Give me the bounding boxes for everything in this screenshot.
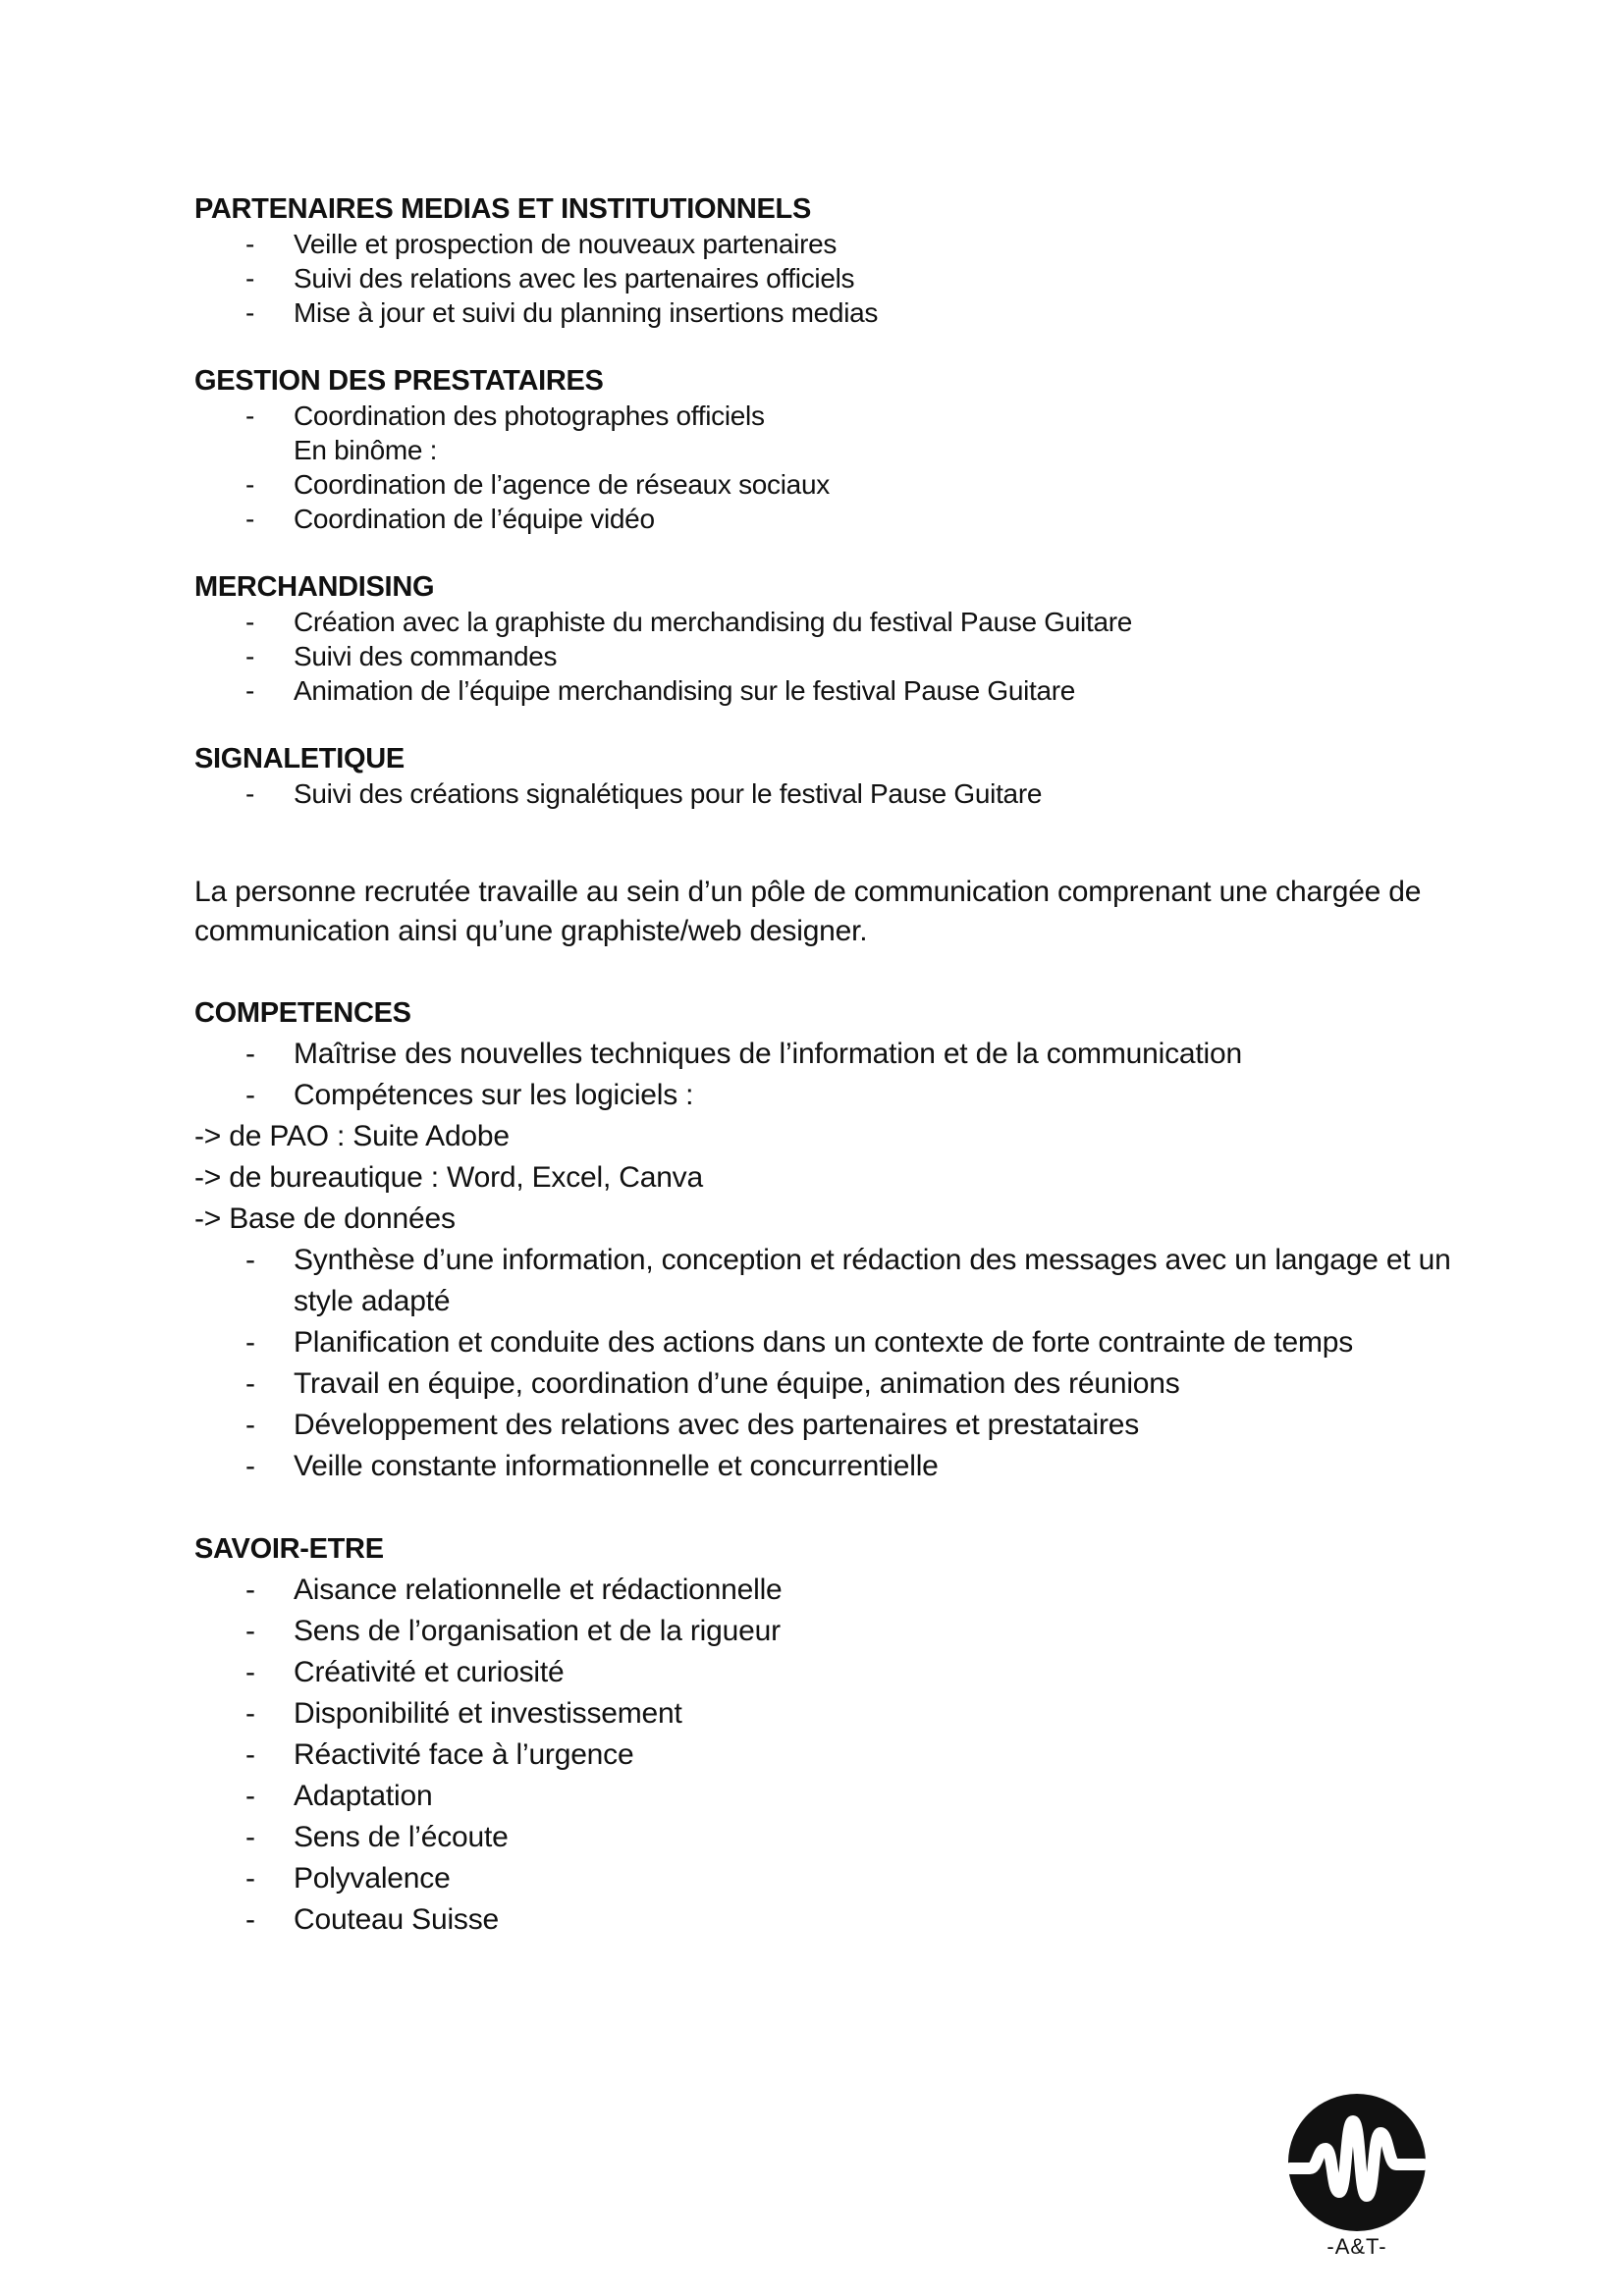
list-item-text: Coordination des photographes officiels — [294, 400, 765, 431]
list-item — [194, 1899, 1471, 1941]
list-dash: - — [245, 469, 255, 500]
bullet-list — [194, 1034, 1471, 1116]
list-item — [194, 1570, 1471, 1611]
list-dash: - — [245, 1038, 255, 1070]
list-item — [194, 1652, 1471, 1693]
list-item — [194, 261, 1471, 295]
spacer — [194, 951, 1471, 992]
skills-sections — [194, 992, 1471, 1941]
list-item-text: Adaptation — [294, 1780, 433, 1812]
bullet-list — [194, 1240, 1471, 1487]
partner-sections — [194, 192, 1471, 811]
list-item-text: Veille et prospection de nouveaux partenaires — [294, 229, 838, 259]
spacer — [194, 330, 1471, 364]
list-dash: - — [245, 1244, 255, 1276]
list-dash: - — [245, 263, 255, 294]
list-item — [194, 776, 1471, 811]
list-item — [194, 1034, 1471, 1075]
list-dash: - — [245, 1079, 255, 1111]
list-dash: - — [245, 1574, 255, 1606]
list-item-text: Polyvalence — [294, 1862, 451, 1895]
list-item — [194, 467, 1471, 502]
list-item-text: Suivi des commandes — [294, 641, 558, 671]
list-item — [194, 295, 1471, 330]
list-item-text: En binôme : — [294, 435, 438, 465]
list-item — [194, 1322, 1471, 1363]
software-line: -> de bureautique : Word, Excel, Canva — [194, 1161, 703, 1194]
spacer — [194, 1487, 1471, 1528]
list-dash: - — [245, 778, 255, 809]
list-item — [194, 1446, 1471, 1487]
list-item — [194, 502, 1471, 536]
list-item-text: Sens de l’organisation et de la rigueur — [294, 1615, 781, 1647]
section-prestataires — [194, 364, 1471, 536]
waveform-logo-icon — [1288, 2094, 1426, 2231]
list-item-text: Veille constante informationnelle et concurrentielle — [294, 1450, 939, 1482]
list-item — [194, 1735, 1471, 1776]
list-item-text: Suivi des relations avec les partenaires officiels — [294, 263, 855, 294]
list-item-text: Coordination de l’équipe vidéo — [294, 504, 655, 534]
section-heading: GESTION DES PRESTATAIRES — [194, 365, 604, 397]
list-item-text: Maîtrise des nouvelles techniques de l’information et de la communication — [294, 1038, 1242, 1070]
section-savoir-etre — [194, 1528, 1471, 1941]
list-dash: - — [245, 1326, 255, 1359]
list-item-text: Planification et conduite des actions dans un contexte de forte contrainte de temps — [294, 1326, 1354, 1359]
list-item — [194, 399, 1471, 433]
spacer — [194, 811, 1471, 873]
list-item-text: Sens de l’écoute — [294, 1821, 509, 1853]
list-dash: - — [245, 400, 255, 431]
list-item — [194, 1363, 1471, 1405]
logo-label: -A&T- — [1326, 2234, 1387, 2259]
list-dash: - — [245, 1409, 255, 1441]
list-item — [194, 1858, 1471, 1899]
list-dash: - — [245, 1862, 255, 1895]
list-dash: - — [245, 1821, 255, 1853]
bullet-list — [194, 776, 1471, 811]
list-item-text: Développement des relations avec des partenaires et prestataires — [294, 1409, 1140, 1441]
list-dash: - — [245, 1903, 255, 1936]
list-item-text: Coordination de l’agence de réseaux sociaux — [294, 469, 830, 500]
list-item — [194, 1693, 1471, 1735]
software-line: -> de PAO : Suite Adobe — [194, 1120, 510, 1152]
list-dash: - — [245, 675, 255, 706]
section-signaletique — [194, 742, 1471, 811]
list-dash: - — [245, 1697, 255, 1730]
software-line: -> Base de données — [194, 1202, 456, 1235]
list-item — [194, 227, 1471, 261]
list-item-text: Mise à jour et suivi du planning insertions medias — [294, 297, 879, 328]
list-dash: - — [245, 1450, 255, 1482]
list-item — [194, 605, 1471, 639]
spacer — [194, 536, 1471, 570]
bullet-list — [194, 1570, 1471, 1941]
section-partenaires — [194, 192, 1471, 330]
list-item — [194, 673, 1471, 708]
section-heading: SIGNALETIQUE — [194, 743, 405, 774]
list-item-text: Animation de l’équipe merchandising sur le festival Pause Guitare — [294, 675, 1076, 706]
section-heading: PARTENAIRES MEDIAS ET INSTITUTIONNELS — [194, 193, 812, 225]
list-item — [194, 639, 1471, 673]
list-item-text: Aisance relationnelle et rédactionnelle — [294, 1574, 783, 1606]
section-merchandising — [194, 570, 1471, 708]
list-item-text: Suivi des créations signalétiques pour le festival Pause Guitare — [294, 778, 1043, 809]
spacer — [194, 708, 1471, 742]
list-item — [194, 1075, 1471, 1116]
list-item — [194, 1611, 1471, 1652]
list-item-text: Couteau Suisse — [294, 1903, 500, 1936]
list-dash: - — [245, 1780, 255, 1812]
list-dash: - — [245, 1656, 255, 1688]
document-content — [194, 192, 1471, 1941]
list-item-text: Travail en équipe, coordination d’une équipe, animation des réunions — [294, 1367, 1180, 1400]
list-dash: - — [245, 607, 255, 637]
list-item — [194, 433, 1471, 467]
bullet-list — [194, 605, 1471, 708]
list-dash: - — [245, 504, 255, 534]
list-item-text: Réactivité face à l’urgence — [294, 1738, 634, 1771]
list-dash: - — [245, 641, 255, 671]
section-heading: SAVOIR-ETRE — [194, 1533, 384, 1565]
list-item — [194, 1817, 1471, 1858]
list-item — [194, 1240, 1471, 1322]
bullet-list — [194, 399, 1471, 536]
list-item — [194, 1776, 1471, 1817]
list-item-text: Création avec la graphiste du merchandising du festival Pause Guitare — [294, 607, 1133, 637]
list-dash: - — [245, 297, 255, 328]
list-dash: - — [245, 1615, 255, 1647]
list-item — [194, 1405, 1471, 1446]
list-item-text: Disponibilité et investissement — [294, 1697, 682, 1730]
section-heading: COMPETENCES — [194, 997, 411, 1029]
list-item-text: Compétences sur les logiciels : — [294, 1079, 694, 1111]
intro-paragraph: La personne recrutée travaille au sein d’un pôle de communication comprenant une chargée de communication ainsi qu’une graphiste/web designer. — [194, 876, 1422, 947]
list-item-text: Synthèse d’une information, conception et rédaction des messages avec un langage et un style adapté — [294, 1244, 1451, 1317]
list-dash: - — [245, 1367, 255, 1400]
list-item-text: Créativité et curiosité — [294, 1656, 565, 1688]
list-dash: - — [245, 1738, 255, 1771]
section-heading: MERCHANDISING — [194, 571, 435, 603]
bullet-list — [194, 227, 1471, 330]
section-competences — [194, 992, 1471, 1487]
list-dash: - — [245, 229, 255, 259]
